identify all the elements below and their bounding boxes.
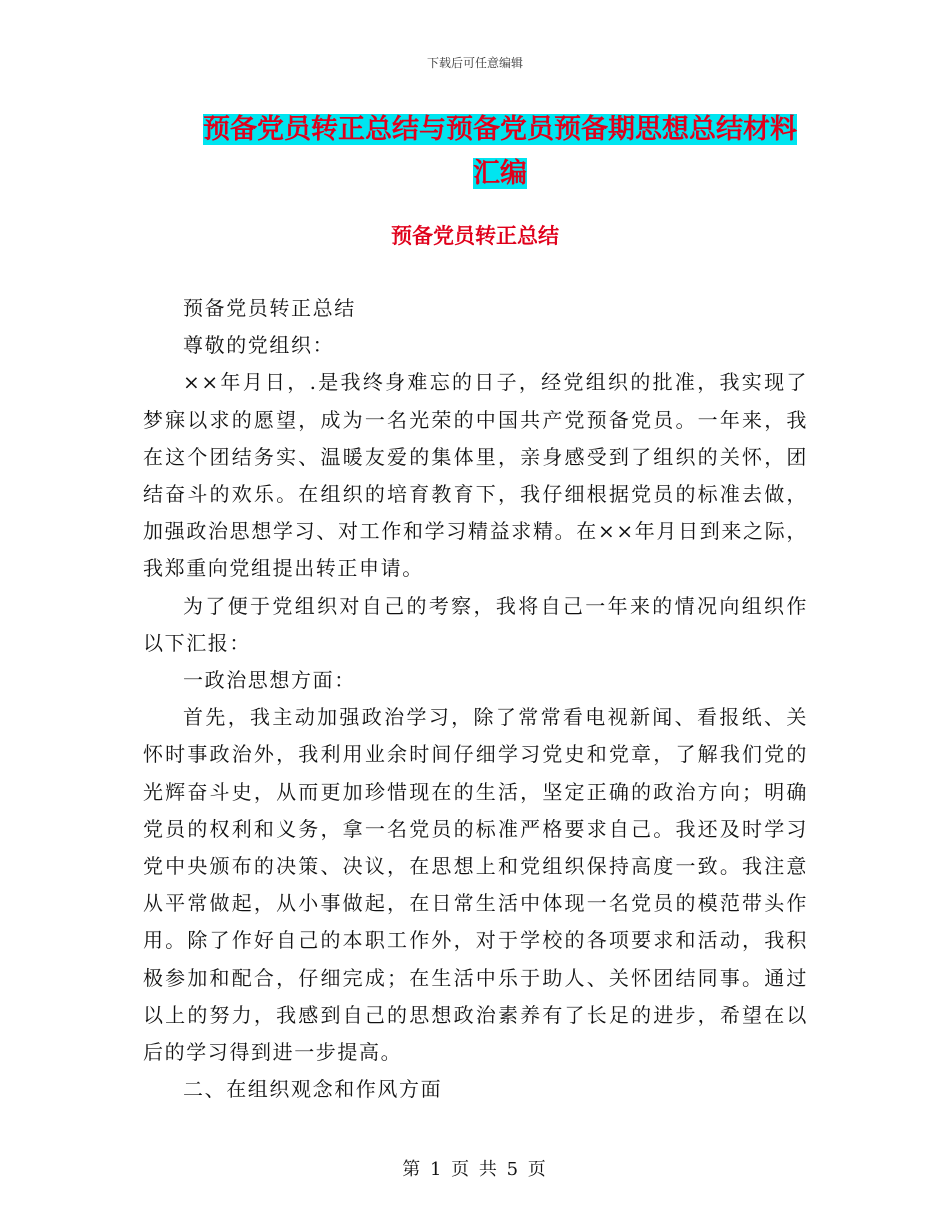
paragraph: 首先，我主动加强政治学习，除了常常看电视新闻、看报纸、关怀时事政治外，我利用业余时间仔细学习党史和党章，了解我们党的光辉奋斗史，从而更加珍惜现在的生活，坚定正确的政治方向；明确党员的权利和义务，拿一名党员的标准严格要求自己。我还及时学习党中央颁布的决策、决议，在思想上和党组织保持高度一致。我注意从平常做起，从小事做起，在日常生活中体现一名党员的模范带头作用。除了作好自己的本职工作外，对于学校的各项要求和活动，我积极参加和配合，仔细完成；在生活中乐于助人、关怀团结同事。通过以上的努力，我感到自己的思想政治素养有了长足的进步，希望在以后的学习得到进一步提高。 bbox=[143, 705, 808, 1065]
paragraph: 预备党员转正总结 bbox=[183, 296, 356, 320]
section-title: 预备党员转正总结 bbox=[391, 224, 559, 248]
paragraph: ××年月日，.是我终身难忘的日子，经党组织的批准，我实现了梦寐以求的愿望，成为一名光荣的中国共产党预备党员。一年来，我在这个团结务实、温暖友爱的集体里，亲身感受到了组织的关怀，团结奋斗的欢乐。在组织的培育教育下，我仔细根据党员的标准去做，加强政治思想学习、对工作和学习精益求精。在××年月日到来之际，我郑重向党组提出转正申请。 bbox=[143, 370, 808, 581]
paragraph: 二、在组织观念和作风方面 bbox=[183, 1077, 443, 1102]
document-body bbox=[143, 290, 808, 1108]
page-number-footer: 第 1 页 共 5 页 bbox=[402, 1159, 548, 1180]
paragraph: 一政治思想方面： bbox=[183, 668, 356, 693]
paragraph: 为了便于党组织对自己的考察，我将自己一年来的情况向组织作以下汇报： bbox=[143, 593, 808, 655]
document-title-text: 预备党员转正总结与预备党员预备期思想总结材料汇编 bbox=[203, 114, 797, 189]
document-title bbox=[190, 108, 810, 196]
paragraph: 尊敬的党组织： bbox=[183, 333, 335, 358]
header-note: 下载后可任意编辑 bbox=[426, 56, 523, 70]
